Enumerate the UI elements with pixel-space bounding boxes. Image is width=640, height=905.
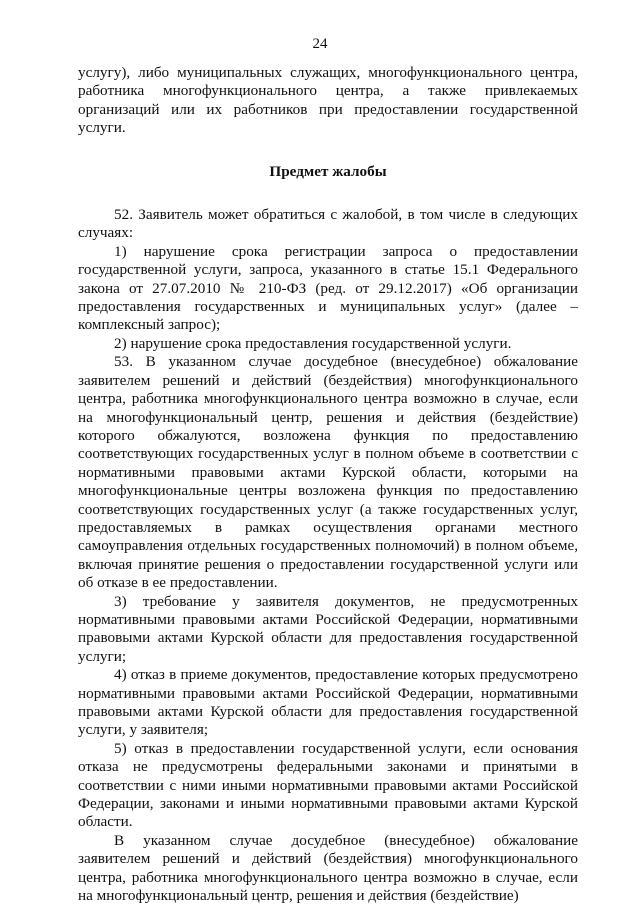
spacer: [78, 138, 578, 163]
document-body: [78, 64, 578, 905]
paragraph-53: 53. В указанном случае досудебное (внесудебное) обжалование заявителем решений и действий (бездействия) многофункционального центра, работника многофункционального центра возможно в случае, если на многофункциональный центр, решения и действия (бездействие) которого обжалуются, возложена функция по предоставлению соответствующих государственных услуг в полном объеме в соответствии с нормативными правовыми актами Курской области, которыми на многофункциональные центры возложена функция по предоставлению соответствующих государственных услуг (а также государственных услуг, предоставляемых в рамках осуществления органами местного самоуправления отдельных государственных полномочий) в полном объеме, включая принятие решения о предоставлении государственной услуги или об отказе в ее предоставлении.: [78, 353, 578, 592]
paragraph-closing: В указанном случае досудебное (внесудебное) обжалование заявителем решений и действий (бездействия) многофункционального центра, работника многофункционального центра возможно в случае, если на многофункциональный центр, решения и действия (бездействие): [78, 831, 578, 905]
paragraph-item-4: 4) отказ в приеме документов, предоставление которых предусмотрено нормативными правовыми актами Российской Федерации, нормативными правовыми актами Курской области для предоставления государственной услуги, у заявителя;: [78, 666, 578, 739]
paragraph-item-1: 1) нарушение срока регистрации запроса о предоставлении государственной услуги, запроса, указанного в статье 15.1 Федерального закона от 27.07.2010 № 210-ФЗ (ред. от 29.12.2017) «Об организации предоставления государственных и муниципальных услуг» (далее – комплексный запрос);: [78, 242, 578, 334]
spacer: [78, 181, 578, 206]
paragraph-item-3: 3) требование у заявителя документов, не предусмотренных нормативными правовыми актами Российской Федерации, нормативными правовыми актами Курской области для предоставления государственной услуги;: [78, 592, 578, 665]
paragraph-52: 52. Заявитель может обратиться с жалобой, в том числе в следующих случаях:: [78, 206, 578, 242]
intro-paragraph: услугу), либо муниципальных служащих, многофункционального центра, работника многофункционального центра, а также привлекаемых организаций или их работников при предоставлении государственной услуги.: [78, 64, 578, 137]
page-number: 24: [312, 36, 328, 52]
paragraph-item-5: 5) отказ в предоставлении государственной услуги, если основания отказа не предусмотрены федеральными законами и принятыми в соответствии с ними иными нормативными правовыми актами Российской Федерации, законами и иными нормативными правовыми актами Курской области.: [78, 739, 578, 831]
section-heading: Предмет жалобы: [269, 162, 387, 180]
paragraph-item-2: 2) нарушение срока предоставления государственной услуги.: [114, 334, 512, 352]
